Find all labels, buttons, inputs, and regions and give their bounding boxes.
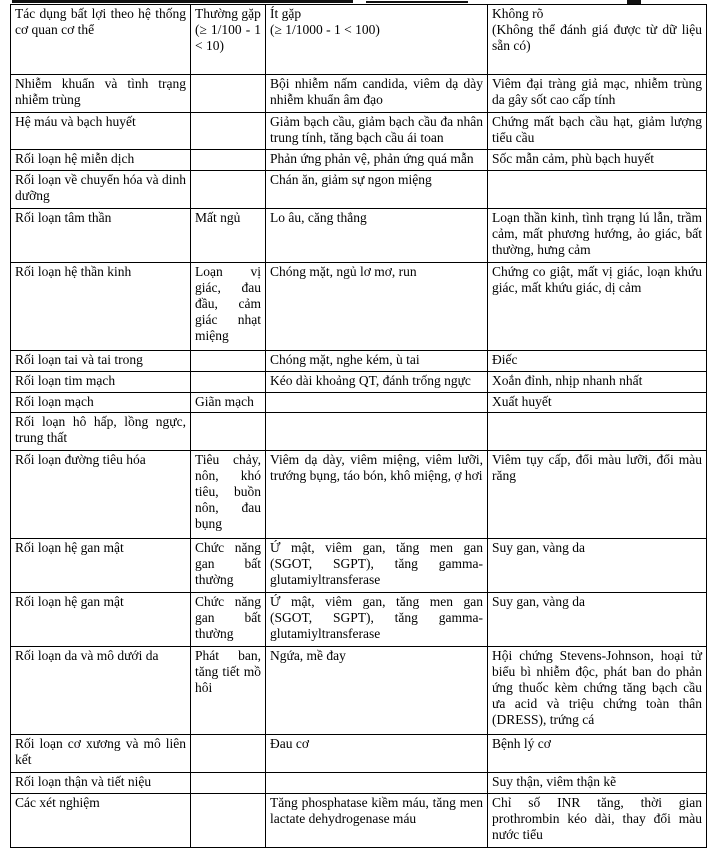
table-row bbox=[11, 208, 707, 262]
common-cell: Chức năng gan bất thường bbox=[191, 538, 266, 592]
uncommon-cell: Ứ mật, viêm gan, tăng men gan (SGOT, SGPT), tăng gamma-glutamiyltransferase bbox=[266, 538, 488, 592]
uncommon-cell bbox=[266, 392, 488, 413]
uncommon-cell: Giảm bạch cầu, giảm bạch cầu đa nhân trung tính, tăng bạch cầu ái toan bbox=[266, 112, 488, 150]
common-cell: Tiêu chảy, nôn, khó tiêu, buồn nôn, đau bụng bbox=[191, 450, 266, 538]
table-row bbox=[11, 150, 707, 171]
unknown-cell: Suy gan, vàng da bbox=[488, 593, 707, 647]
table-header bbox=[11, 5, 707, 75]
system-cell: Rối loạn hệ thần kinh bbox=[11, 262, 191, 350]
common-cell bbox=[191, 735, 266, 773]
common-cell bbox=[191, 112, 266, 150]
table-row bbox=[11, 538, 707, 592]
uncommon-cell: Viêm dạ dày, viêm miệng, viêm lưỡi, trướng bụng, táo bón, khô miệng, ợ hơi bbox=[266, 450, 488, 538]
table-body bbox=[11, 75, 707, 848]
unknown-cell: Hội chứng Stevens-Johnson, hoại tử biểu bì nhiễm độc, phát ban do phản ứng thuốc kèm chứng tăng bạch cầu ưa acid và triệu chứng toàn thân (DRESS), trứng cá bbox=[488, 647, 707, 735]
table-row bbox=[11, 647, 707, 735]
system-cell: Rối loạn tai và tai trong bbox=[11, 350, 191, 371]
system-cell: Rối loạn mạch bbox=[11, 392, 191, 413]
system-cell: Rối loạn đường tiêu hóa bbox=[11, 450, 191, 538]
text-fragment bbox=[12, 0, 353, 3]
table-row bbox=[11, 371, 707, 392]
common-cell bbox=[191, 150, 266, 171]
header-unknown-note: (Không thể đánh giá được từ dữ liệu sẵn có) bbox=[492, 22, 702, 53]
unknown-cell: Viêm đại tràng giả mạc, nhiễm trùng da gây sốt cao cấp tính bbox=[488, 75, 707, 113]
system-cell: Rối loạn tâm thần bbox=[11, 208, 191, 262]
common-cell: Mất ngủ bbox=[191, 208, 266, 262]
header-common-label: Thường gặp bbox=[195, 6, 261, 21]
system-cell: Rối loạn về chuyển hóa và dinh dưỡng bbox=[11, 171, 191, 209]
uncommon-cell: Chóng mặt, ngủ lơ mơ, run bbox=[266, 262, 488, 350]
system-cell: Rối loạn hệ gan mật bbox=[11, 538, 191, 592]
table-row bbox=[11, 262, 707, 350]
common-cell bbox=[191, 413, 266, 451]
table-row bbox=[11, 450, 707, 538]
common-cell bbox=[191, 371, 266, 392]
unknown-cell: Xoắn đỉnh, nhịp nhanh nhất bbox=[488, 371, 707, 392]
uncommon-cell bbox=[266, 772, 488, 793]
common-cell: Chức năng gan bất thường bbox=[191, 593, 266, 647]
unknown-cell: Suy thận, viêm thận kẽ bbox=[488, 772, 707, 793]
header-unknown bbox=[488, 5, 707, 75]
unknown-cell bbox=[488, 171, 707, 209]
uncommon-cell: Tăng phosphatase kiềm máu, tăng men lactate dehydrogenase máu bbox=[266, 793, 488, 847]
unknown-cell: Chứng co giật, mất vị giác, loạn khứu giác, mất khứu giác, dị cảm bbox=[488, 262, 707, 350]
table-row bbox=[11, 75, 707, 113]
header-uncommon-label: Ít gặp bbox=[270, 6, 302, 21]
table-row bbox=[11, 392, 707, 413]
table-row bbox=[11, 413, 707, 451]
common-cell bbox=[191, 350, 266, 371]
header-unknown-label: Không rõ bbox=[492, 6, 544, 21]
unknown-cell: Sốc mẫn cảm, phù bạch huyết bbox=[488, 150, 707, 171]
common-cell: Phát ban, tăng tiết mồ hôi bbox=[191, 647, 266, 735]
table-row bbox=[11, 735, 707, 773]
system-cell: Nhiễm khuẩn và tình trạng nhiễm trùng bbox=[11, 75, 191, 113]
common-cell bbox=[191, 772, 266, 793]
uncommon-cell: Phản ứng phản vệ, phản ứng quá mẫn bbox=[266, 150, 488, 171]
unknown-cell: Chỉ số INR tăng, thời gian prothrombin kéo dài, thay đổi màu nước tiểu bbox=[488, 793, 707, 847]
table-row bbox=[11, 112, 707, 150]
common-cell bbox=[191, 171, 266, 209]
unknown-cell bbox=[488, 413, 707, 451]
uncommon-cell: Chán ăn, giảm sự ngon miệng bbox=[266, 171, 488, 209]
common-cell bbox=[191, 75, 266, 113]
system-cell: Rối loạn cơ xương và mô liên kết bbox=[11, 735, 191, 773]
unknown-cell: Viêm tụy cấp, đổi màu lưỡi, đổi màu răng bbox=[488, 450, 707, 538]
uncommon-cell: Đau cơ bbox=[266, 735, 488, 773]
system-cell: Các xét nghiệm bbox=[11, 793, 191, 847]
table-row bbox=[11, 593, 707, 647]
header-common-range: (≥ 1/100 - 1 < 10) bbox=[195, 22, 261, 53]
uncommon-cell: Chóng mặt, nghe kém, ù tai bbox=[266, 350, 488, 371]
table-row bbox=[11, 350, 707, 371]
table-row bbox=[11, 772, 707, 793]
unknown-cell: Bệnh lý cơ bbox=[488, 735, 707, 773]
header-system-label: Tác dụng bất lợi theo hệ thống cơ quan cơ thể bbox=[15, 6, 186, 37]
unknown-cell: Suy gan, vàng da bbox=[488, 538, 707, 592]
system-cell: Rối loạn hệ miễn dịch bbox=[11, 150, 191, 171]
adverse-effects-table bbox=[10, 4, 707, 848]
uncommon-cell: Ứ mật, viêm gan, tăng men gan (SGOT, SGPT), tăng gamma-glutamiyltransferase bbox=[266, 593, 488, 647]
unknown-cell: Loạn thần kinh, tình trạng lú lẫn, trầm cảm, mất phương hướng, ảo giác, bất thường, hưng cảm bbox=[488, 208, 707, 262]
uncommon-cell: Ngứa, mề đay bbox=[266, 647, 488, 735]
system-cell: Rối loạn hô hấp, lồng ngực, trung thất bbox=[11, 413, 191, 451]
uncommon-cell bbox=[266, 413, 488, 451]
header-row bbox=[11, 5, 707, 75]
uncommon-cell: Bội nhiễm nấm candida, viêm dạ dày nhiễm khuẩn âm đạo bbox=[266, 75, 488, 113]
header-uncommon bbox=[266, 5, 488, 75]
unknown-cell: Chứng mất bạch cầu hạt, giảm lượng tiểu cầu bbox=[488, 112, 707, 150]
unknown-cell: Điếc bbox=[488, 350, 707, 371]
header-common bbox=[191, 5, 266, 75]
common-cell: Loạn vị giác, đau đầu, cảm giác nhạt miệng bbox=[191, 262, 266, 350]
uncommon-cell: Lo âu, căng thẳng bbox=[266, 208, 488, 262]
system-cell: Rối loạn thận và tiết niệu bbox=[11, 772, 191, 793]
system-cell: Rối loạn hệ gan mật bbox=[11, 593, 191, 647]
table-row bbox=[11, 171, 707, 209]
header-system-organ-class bbox=[11, 5, 191, 75]
text-fragment bbox=[366, 1, 468, 3]
system-cell: Hệ máu và bạch huyết bbox=[11, 112, 191, 150]
common-cell: Giãn mạch bbox=[191, 392, 266, 413]
system-cell: Rối loạn da và mô dưới da bbox=[11, 647, 191, 735]
unknown-cell: Xuất huyết bbox=[488, 392, 707, 413]
system-cell: Rối loạn tim mạch bbox=[11, 371, 191, 392]
uncommon-cell: Kéo dài khoảng QT, đánh trống ngực bbox=[266, 371, 488, 392]
common-cell bbox=[191, 793, 266, 847]
header-uncommon-range: (≥ 1/1000 - 1 < 100) bbox=[270, 22, 380, 37]
table-row bbox=[11, 793, 707, 847]
